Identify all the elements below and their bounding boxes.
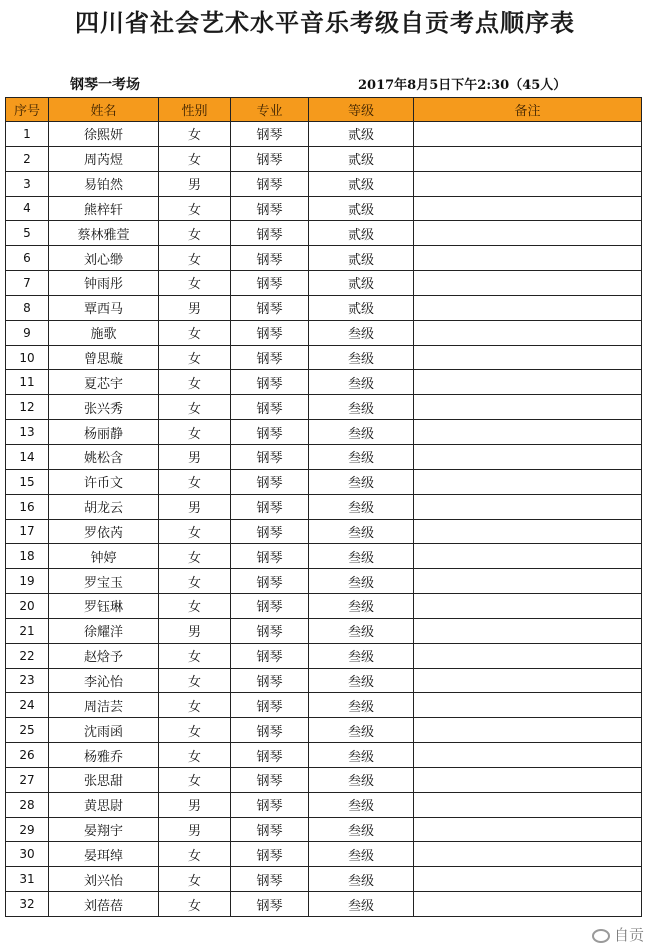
cell-major: 钢琴 <box>231 345 309 370</box>
cell-number: 8 <box>6 295 49 320</box>
cell-gender: 女 <box>159 892 231 917</box>
cell-remarks <box>414 618 642 643</box>
cell-major: 钢琴 <box>231 842 309 867</box>
cell-name: 刘兴怡 <box>49 867 159 892</box>
cell-gender: 女 <box>159 668 231 693</box>
cell-remarks <box>414 569 642 594</box>
cell-name: 晏翔宇 <box>49 817 159 842</box>
cell-remarks <box>414 767 642 792</box>
cell-grade: 叁级 <box>309 817 414 842</box>
cell-number: 5 <box>6 221 49 246</box>
cell-grade: 叁级 <box>309 594 414 619</box>
cell-remarks <box>414 594 642 619</box>
cell-number: 10 <box>6 345 49 370</box>
watermark-text: 自贡 <box>613 926 644 944</box>
cell-major: 钢琴 <box>231 569 309 594</box>
cell-gender: 女 <box>159 842 231 867</box>
cell-number: 2 <box>6 146 49 171</box>
cell-number: 4 <box>6 196 49 221</box>
cell-gender: 女 <box>159 320 231 345</box>
cell-major: 钢琴 <box>231 867 309 892</box>
cell-name: 罗宝玉 <box>49 569 159 594</box>
cell-grade: 叁级 <box>309 867 414 892</box>
cell-gender: 女 <box>159 767 231 792</box>
cell-remarks <box>414 743 642 768</box>
cell-name: 曾思璇 <box>49 345 159 370</box>
table-row <box>6 295 642 320</box>
cell-number: 1 <box>6 122 49 147</box>
cell-remarks <box>414 171 642 196</box>
table-row <box>6 569 642 594</box>
cell-name: 张兴秀 <box>49 395 159 420</box>
table-row <box>6 693 642 718</box>
cell-remarks <box>414 817 642 842</box>
cell-gender: 男 <box>159 792 231 817</box>
table-row <box>6 643 642 668</box>
table-row <box>6 743 642 768</box>
table-row <box>6 668 642 693</box>
cell-remarks <box>414 295 642 320</box>
cell-grade: 叁级 <box>309 370 414 395</box>
cell-number: 32 <box>6 892 49 917</box>
table-row <box>6 544 642 569</box>
cell-grade: 贰级 <box>309 196 414 221</box>
cell-number: 11 <box>6 370 49 395</box>
cell-gender: 男 <box>159 171 231 196</box>
table-row <box>6 221 642 246</box>
cell-grade: 叁级 <box>309 693 414 718</box>
cell-major: 钢琴 <box>231 693 309 718</box>
cell-name: 蔡林雅萱 <box>49 221 159 246</box>
cell-name: 沈雨函 <box>49 718 159 743</box>
cell-number: 19 <box>6 569 49 594</box>
cell-number: 25 <box>6 718 49 743</box>
table-row <box>6 146 642 171</box>
table-row <box>6 767 642 792</box>
cell-gender: 女 <box>159 395 231 420</box>
table-row <box>6 395 642 420</box>
cell-grade: 叁级 <box>309 618 414 643</box>
cell-major: 钢琴 <box>231 618 309 643</box>
cell-grade: 叁级 <box>309 519 414 544</box>
cell-name: 钟婷 <box>49 544 159 569</box>
cell-number: 27 <box>6 767 49 792</box>
cell-name: 夏芯宇 <box>49 370 159 395</box>
cell-grade: 贰级 <box>309 146 414 171</box>
table-row <box>6 420 642 445</box>
table-row <box>6 594 642 619</box>
cell-number: 22 <box>6 643 49 668</box>
page-title: 四川省社会艺术水平音乐考级自贡考点顺序表 <box>75 9 575 37</box>
cell-number: 30 <box>6 842 49 867</box>
table-row <box>6 867 642 892</box>
cell-major: 钢琴 <box>231 146 309 171</box>
cell-major: 钢琴 <box>231 420 309 445</box>
cell-gender: 女 <box>159 146 231 171</box>
cell-grade: 叁级 <box>309 420 414 445</box>
cell-grade: 叁级 <box>309 743 414 768</box>
cell-gender: 女 <box>159 469 231 494</box>
cell-grade: 贰级 <box>309 271 414 296</box>
table-row <box>6 444 642 469</box>
cell-gender: 男 <box>159 817 231 842</box>
cell-grade: 叁级 <box>309 842 414 867</box>
cell-name: 周芮煜 <box>49 146 159 171</box>
cell-name: 施歌 <box>49 320 159 345</box>
cell-name: 黄思尉 <box>49 792 159 817</box>
col-header-remarks: 备注 <box>414 98 642 122</box>
cell-major: 钢琴 <box>231 743 309 768</box>
table-row <box>6 122 642 147</box>
cell-grade: 叁级 <box>309 544 414 569</box>
cell-name: 刘蓓蓓 <box>49 892 159 917</box>
cell-remarks <box>414 892 642 917</box>
venue-label: 钢琴一考场 <box>70 77 140 93</box>
cell-major: 钢琴 <box>231 196 309 221</box>
cell-remarks <box>414 246 642 271</box>
cell-remarks <box>414 420 642 445</box>
table-row <box>6 892 642 917</box>
cell-major: 钢琴 <box>231 122 309 147</box>
table-row <box>6 345 642 370</box>
cell-number: 28 <box>6 792 49 817</box>
cell-remarks <box>414 122 642 147</box>
cell-remarks <box>414 544 642 569</box>
cell-grade: 叁级 <box>309 792 414 817</box>
cell-name: 钟雨彤 <box>49 271 159 296</box>
cell-major: 钢琴 <box>231 246 309 271</box>
col-header-number: 序号 <box>6 98 49 122</box>
cell-grade: 叁级 <box>309 469 414 494</box>
cell-remarks <box>414 867 642 892</box>
cell-name: 杨丽静 <box>49 420 159 445</box>
cell-grade: 叁级 <box>309 320 414 345</box>
table-row <box>6 246 642 271</box>
cell-number: 26 <box>6 743 49 768</box>
cell-major: 钢琴 <box>231 767 309 792</box>
cell-name: 赵焓予 <box>49 643 159 668</box>
wechat-icon <box>592 929 610 943</box>
cell-major: 钢琴 <box>231 469 309 494</box>
table-row <box>6 519 642 544</box>
cell-number: 15 <box>6 469 49 494</box>
cell-name: 晏珥绰 <box>49 842 159 867</box>
table-row <box>6 817 642 842</box>
cell-major: 钢琴 <box>231 643 309 668</box>
cell-name: 张思甜 <box>49 767 159 792</box>
cell-grade: 贰级 <box>309 122 414 147</box>
cell-gender: 女 <box>159 569 231 594</box>
cell-major: 钢琴 <box>231 817 309 842</box>
cell-number: 6 <box>6 246 49 271</box>
cell-name: 熊梓轩 <box>49 196 159 221</box>
cell-remarks <box>414 519 642 544</box>
cell-major: 钢琴 <box>231 718 309 743</box>
cell-major: 钢琴 <box>231 668 309 693</box>
cell-name: 姚松含 <box>49 444 159 469</box>
table-row <box>6 792 642 817</box>
cell-grade: 叁级 <box>309 569 414 594</box>
cell-name: 胡龙云 <box>49 494 159 519</box>
cell-grade: 贰级 <box>309 171 414 196</box>
cell-gender: 女 <box>159 743 231 768</box>
cell-remarks <box>414 271 642 296</box>
cell-number: 3 <box>6 171 49 196</box>
roster-body <box>6 122 642 917</box>
cell-grade: 叁级 <box>309 668 414 693</box>
cell-gender: 女 <box>159 718 231 743</box>
cell-grade: 叁级 <box>309 494 414 519</box>
cell-name: 刘心缈 <box>49 246 159 271</box>
cell-name: 罗钰琳 <box>49 594 159 619</box>
cell-number: 18 <box>6 544 49 569</box>
table-row <box>6 196 642 221</box>
cell-remarks <box>414 370 642 395</box>
cell-gender: 男 <box>159 494 231 519</box>
table-row <box>6 718 642 743</box>
cell-major: 钢琴 <box>231 370 309 395</box>
cell-gender: 女 <box>159 867 231 892</box>
cell-gender: 女 <box>159 544 231 569</box>
cell-major: 钢琴 <box>231 792 309 817</box>
cell-number: 14 <box>6 444 49 469</box>
table-row <box>6 618 642 643</box>
cell-grade: 叁级 <box>309 395 414 420</box>
table-row <box>6 469 642 494</box>
cell-remarks <box>414 643 642 668</box>
cell-gender: 女 <box>159 271 231 296</box>
cell-major: 钢琴 <box>231 892 309 917</box>
cell-major: 钢琴 <box>231 295 309 320</box>
cell-gender: 女 <box>159 519 231 544</box>
watermark <box>592 924 644 945</box>
cell-name: 周洁芸 <box>49 693 159 718</box>
cell-gender: 女 <box>159 122 231 147</box>
cell-gender: 女 <box>159 345 231 370</box>
cell-remarks <box>414 693 642 718</box>
cell-major: 钢琴 <box>231 494 309 519</box>
col-header-name: 姓名 <box>49 98 159 122</box>
cell-gender: 女 <box>159 370 231 395</box>
cell-gender: 男 <box>159 295 231 320</box>
cell-gender: 女 <box>159 643 231 668</box>
cell-number: 7 <box>6 271 49 296</box>
cell-gender: 女 <box>159 420 231 445</box>
cell-major: 钢琴 <box>231 171 309 196</box>
session-label: 2017年8月5日下午2:30（45人） <box>358 78 567 93</box>
cell-number: 29 <box>6 817 49 842</box>
cell-grade: 叁级 <box>309 444 414 469</box>
cell-grade: 叁级 <box>309 643 414 668</box>
cell-name: 徐熙妍 <box>49 122 159 147</box>
cell-number: 23 <box>6 668 49 693</box>
col-header-grade: 等级 <box>309 98 414 122</box>
cell-number: 20 <box>6 594 49 619</box>
cell-remarks <box>414 792 642 817</box>
cell-gender: 男 <box>159 444 231 469</box>
cell-grade: 叁级 <box>309 345 414 370</box>
cell-major: 钢琴 <box>231 221 309 246</box>
table-row <box>6 494 642 519</box>
cell-name: 许币文 <box>49 469 159 494</box>
cell-number: 13 <box>6 420 49 445</box>
cell-number: 17 <box>6 519 49 544</box>
cell-name: 徐耀洋 <box>49 618 159 643</box>
table-row <box>6 320 642 345</box>
cell-remarks <box>414 196 642 221</box>
cell-remarks <box>414 668 642 693</box>
cell-major: 钢琴 <box>231 444 309 469</box>
cell-name: 易铂然 <box>49 171 159 196</box>
cell-number: 9 <box>6 320 49 345</box>
cell-gender: 女 <box>159 594 231 619</box>
cell-grade: 叁级 <box>309 892 414 917</box>
cell-remarks <box>414 718 642 743</box>
cell-gender: 女 <box>159 246 231 271</box>
cell-grade: 贰级 <box>309 221 414 246</box>
cell-name: 罗依芮 <box>49 519 159 544</box>
cell-major: 钢琴 <box>231 320 309 345</box>
roster-table <box>5 97 642 917</box>
cell-gender: 女 <box>159 693 231 718</box>
cell-remarks <box>414 842 642 867</box>
table-row <box>6 370 642 395</box>
cell-grade: 贰级 <box>309 295 414 320</box>
cell-number: 31 <box>6 867 49 892</box>
cell-number: 16 <box>6 494 49 519</box>
cell-name: 李沁怡 <box>49 668 159 693</box>
cell-grade: 贰级 <box>309 246 414 271</box>
cell-grade: 叁级 <box>309 718 414 743</box>
table-row <box>6 271 642 296</box>
cell-major: 钢琴 <box>231 271 309 296</box>
cell-name: 杨雅乔 <box>49 743 159 768</box>
cell-grade: 叁级 <box>309 767 414 792</box>
cell-major: 钢琴 <box>231 519 309 544</box>
cell-remarks <box>414 221 642 246</box>
cell-gender: 女 <box>159 196 231 221</box>
cell-remarks <box>414 395 642 420</box>
cell-major: 钢琴 <box>231 594 309 619</box>
cell-remarks <box>414 146 642 171</box>
cell-gender: 女 <box>159 221 231 246</box>
cell-number: 24 <box>6 693 49 718</box>
cell-number: 12 <box>6 395 49 420</box>
cell-major: 钢琴 <box>231 395 309 420</box>
cell-major: 钢琴 <box>231 544 309 569</box>
cell-remarks <box>414 494 642 519</box>
cell-remarks <box>414 469 642 494</box>
cell-name: 覃西马 <box>49 295 159 320</box>
table-row <box>6 171 642 196</box>
cell-remarks <box>414 320 642 345</box>
header-row <box>6 98 642 122</box>
cell-number: 21 <box>6 618 49 643</box>
cell-remarks <box>414 345 642 370</box>
cell-gender: 男 <box>159 618 231 643</box>
col-header-major: 专业 <box>231 98 309 122</box>
table-row <box>6 842 642 867</box>
col-header-gender: 性别 <box>159 98 231 122</box>
cell-remarks <box>414 444 642 469</box>
